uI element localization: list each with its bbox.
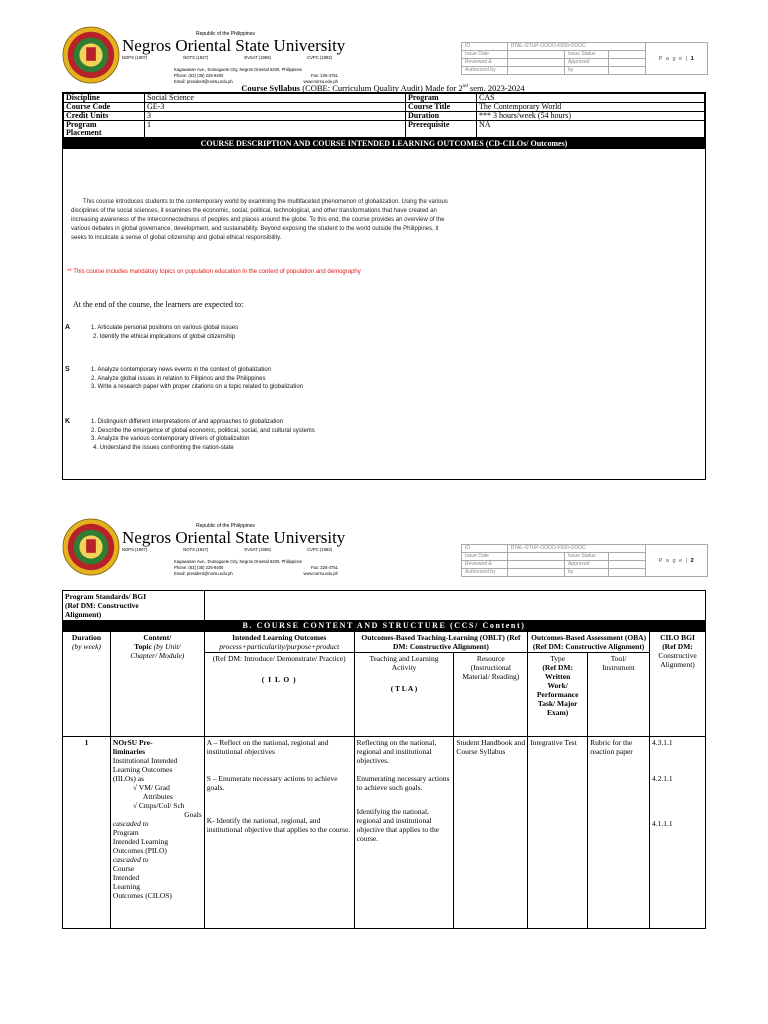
course-content-table: [62, 590, 706, 929]
email: Email: president@norsu.edu.ph: [174, 571, 233, 576]
website: www.norsu.edu.ph: [303, 571, 338, 576]
outcome-item: 2. Analyze global issues in relation to Filipinos and the Philippines: [91, 375, 266, 382]
since-evsat: EVSAT (1956): [244, 547, 271, 552]
program-label: Program: [406, 94, 477, 103]
description-line: disciplines of the social sciences, it examines the economic, social, political, technological, and other transformations that have created an: [71, 208, 437, 214]
tla-cell: Reflecting on the national, regional and institutional objectives. Enumerating necessary actions to achieve such goals. Identifying the national, regional and institutional objective that applies to the course.: [354, 737, 454, 929]
cd-cilo-band: COURSE DESCRIPTION AND COURSE INTENDED LEARNING OUTCOMES (CD-CILOs/ Outcomes): [63, 138, 705, 149]
republic-label: Republic of the Philippines: [196, 523, 255, 529]
outcome-item: 3. Write a research paper with proper citations on a topic related to globalization: [91, 384, 304, 390]
description-line: seeks to inculcate a sense of global citizenship and global ethical responsibility.: [71, 235, 282, 241]
by-label: by: [565, 67, 609, 75]
course-title-label: Course Title: [406, 103, 477, 112]
course-code-value: GE-3: [145, 103, 406, 112]
course-info-table: [63, 93, 705, 138]
id-value: DTAL-OTUP-OOOO-F000-OOOC: [507, 43, 646, 51]
course-code-label: Course Code: [64, 103, 145, 112]
course-description: [71, 198, 691, 243]
university-name: Negros Oriental State University: [122, 528, 346, 547]
issue-date-label: Issue Date: [462, 51, 508, 59]
program-value: CAS: [477, 94, 705, 103]
outcome-item: 1. Articulate personal positions on various global issues: [91, 325, 239, 331]
outcome-item: 3. Analyze the various contemporary drivers of globalization: [91, 436, 250, 442]
duration-value: *** 3 hours/week (54 hours): [477, 112, 705, 121]
ilo-cell: A – Reflect on the national, regional and institutional objectives S – Enumerate necessary actions to achieve goals. K- Identify the national, regional, and institutional objective that applies to the course.: [204, 737, 354, 929]
course-title-value: The Contemporary World: [477, 103, 705, 112]
duration-label: Duration: [406, 112, 477, 121]
credit-units-label: Credit Units: [64, 112, 145, 121]
resource-header: Resource (Instructional Material/ Reading): [454, 653, 528, 737]
prerequisite-value: NA: [477, 121, 705, 138]
authorized-label: Authorized by: [462, 569, 508, 577]
authorized-label: Authorized by: [462, 67, 508, 75]
id-label: ID: [462, 43, 508, 51]
prerequisite-label: Prerequisite: [406, 121, 477, 138]
outcome-group-a: [63, 324, 238, 341]
reviewed-label: Reviewed &: [462, 59, 508, 67]
week-cell: 1: [63, 737, 111, 929]
outcome-group-k: [63, 418, 315, 452]
founding-line: [122, 55, 332, 60]
discipline-label: Discipline: [64, 94, 145, 103]
syllabus-title: Course Syllabus (COBE: Curriculum Quality Audit) Made for 2nd sem. 2023-2024: [241, 83, 525, 93]
website: www.norsu.edu.ph: [303, 79, 338, 84]
id-value: DTAL-OTUP-OOOO-F000-OOOC: [507, 545, 646, 553]
ccs-band: B. COURSE CONTENT AND STRUCTURE (CCS/ Content): [63, 621, 706, 632]
description-line: This course introduces students to the contemporary world by examining the multifaceted phenomenon of globalization. Using the various: [83, 199, 448, 205]
outcome-item: 2. Identify the ethical implications of global citizenship: [93, 333, 236, 340]
mandatory-topics-note: ** This course includes mandatory topics on population education in the context of population and demography: [67, 269, 361, 275]
topic-cell: NOrSU Pre- liminaries Institutional Intended Learning Outcomes (IILOs) as √ VM/ Grad Attributes √ Cmps/Col/ Sch Goals cascaded to Program Intended Learning Outcomes (PILO) cascaded to Course Intended Learning Outcomes (CILOS): [110, 737, 204, 929]
issue-status-label: Issue Status: [565, 51, 609, 59]
outcome-group-s: [63, 366, 303, 392]
outcomes-intro: At the end of the course, the learners are expected to:: [73, 300, 244, 309]
tool-header: Tool/ Instrument: [588, 653, 650, 737]
type-cell: Integrative Test: [528, 737, 588, 929]
address-line: Kagawasan Ave., Dumaguete City, Negros Oriental 6200, Philippines: [174, 559, 302, 564]
since-nops: NOPS (1907): [122, 547, 148, 552]
course-info-box: [62, 92, 706, 480]
group-letter: A: [65, 324, 71, 331]
discipline-value: Social Science: [145, 94, 406, 103]
group-letter: S: [65, 366, 70, 373]
approved-label: Approved: [565, 561, 609, 569]
ilo-ref-header: (Ref DM: Introduce/ Demonstrate/ Practice) ( I L O ): [204, 653, 354, 737]
reviewed-label: Reviewed &: [462, 561, 508, 569]
since-nots: NOTS (1927): [183, 55, 209, 60]
founding-line: [122, 547, 332, 552]
outcome-item: 1. Analyze contemporary news events in the context of globalization: [91, 367, 272, 373]
description-line: increasing awareness of the interconnectedness of peoples and places around the globe. To this end, the course provides an overview of the: [71, 217, 445, 223]
address-line: Kagawasan Ave., Dumaguete City, Negros Oriental 6200, Philippines: [174, 67, 302, 72]
fax: Fax: 225-4751: [310, 565, 338, 570]
issue-status-label: Issue Status: [565, 553, 609, 561]
tool-cell: Rubric for the reaction paper: [588, 737, 650, 929]
outcome-item: 2. Describe the emergence of global economic, political, social, and cultural systems: [91, 427, 315, 434]
ilo-header: Intended Learning Outcomes process+particularity/purpose+product: [204, 632, 354, 653]
duration-header: Duration (by week): [63, 632, 111, 737]
group-letter: K: [65, 418, 71, 425]
phone: Phone: (63) (35) 225-9400: [174, 565, 224, 570]
since-cvpc: CVPC (1983): [307, 547, 332, 552]
program-placement-value: 1: [145, 121, 406, 138]
cilo-cell: 4.3.1.1 4.2.1.1 4.1.1.1: [650, 737, 706, 929]
document-control-table: [461, 42, 708, 75]
page-header: [58, 522, 708, 580]
tla-header: Teaching and Learning Activity ( T L A ): [354, 653, 454, 737]
phone: Phone: (63) (35) 225-9400: [174, 73, 224, 78]
since-nops: NOPS (1907): [122, 55, 148, 60]
credit-units-value: 3: [145, 112, 406, 121]
since-evsat: EVSAT (1956): [244, 55, 271, 60]
by-label: by: [565, 569, 609, 577]
resource-cell: Student Handbook and Course Syllabus: [454, 737, 528, 929]
since-cvpc: CVPC (1983): [307, 55, 332, 60]
issue-date-label: Issue Date: [462, 553, 508, 561]
program-placement-label: Program Placement: [64, 121, 145, 138]
university-seal-icon: [62, 26, 120, 84]
university-seal-icon: [62, 518, 120, 576]
since-nots: NOTS (1927): [183, 547, 209, 552]
description-line: various debates in global governance, development, and sustainability. Beyond exposing the student to the world outside the Philippines, it: [71, 226, 439, 232]
page-header: [58, 30, 708, 88]
syllabus-page-2: [58, 522, 708, 900]
oblt-header: Outcomes-Based Teaching-Learning (OBLT) (Ref DM: Constructive Alignment): [354, 632, 528, 653]
type-header: Type (Ref DM: Written Work/ Performance Task/ Major Exam): [528, 653, 588, 737]
fax: Fax: 225-4751: [310, 73, 338, 78]
outcome-item: 4. Understand the issues confronting the nation-state: [93, 444, 234, 451]
syllabus-page-1: [58, 30, 708, 451]
republic-label: Republic of the Philippines: [196, 31, 255, 37]
email: Email: president@norsu.edu.ph: [174, 79, 233, 84]
address-block: [174, 559, 338, 577]
content-header: Content/ Topic (by Unit/ Chapter/ Module): [110, 632, 204, 737]
page-number: P a g e | 2: [646, 545, 708, 577]
id-label: ID: [462, 545, 508, 553]
oba-header: Outcomes-Based Assessment (OBA)(Ref DM: Constructive Alignment): [528, 632, 650, 653]
program-standards-cell: Program Standards/ BGI (Ref DM: Constructive Alignment): [63, 591, 205, 621]
approved-label: Approved: [565, 59, 609, 67]
document-control-table: [461, 544, 708, 577]
university-name: Negros Oriental State University: [122, 36, 346, 55]
outcome-item: 1. Distinguish different interpretations of and approaches to globalization: [91, 419, 284, 425]
cilo-bgi-header: CILO BGI (Ref DM: Constructive Alignment): [650, 632, 706, 737]
page-number: P a g e | 1: [646, 43, 708, 75]
